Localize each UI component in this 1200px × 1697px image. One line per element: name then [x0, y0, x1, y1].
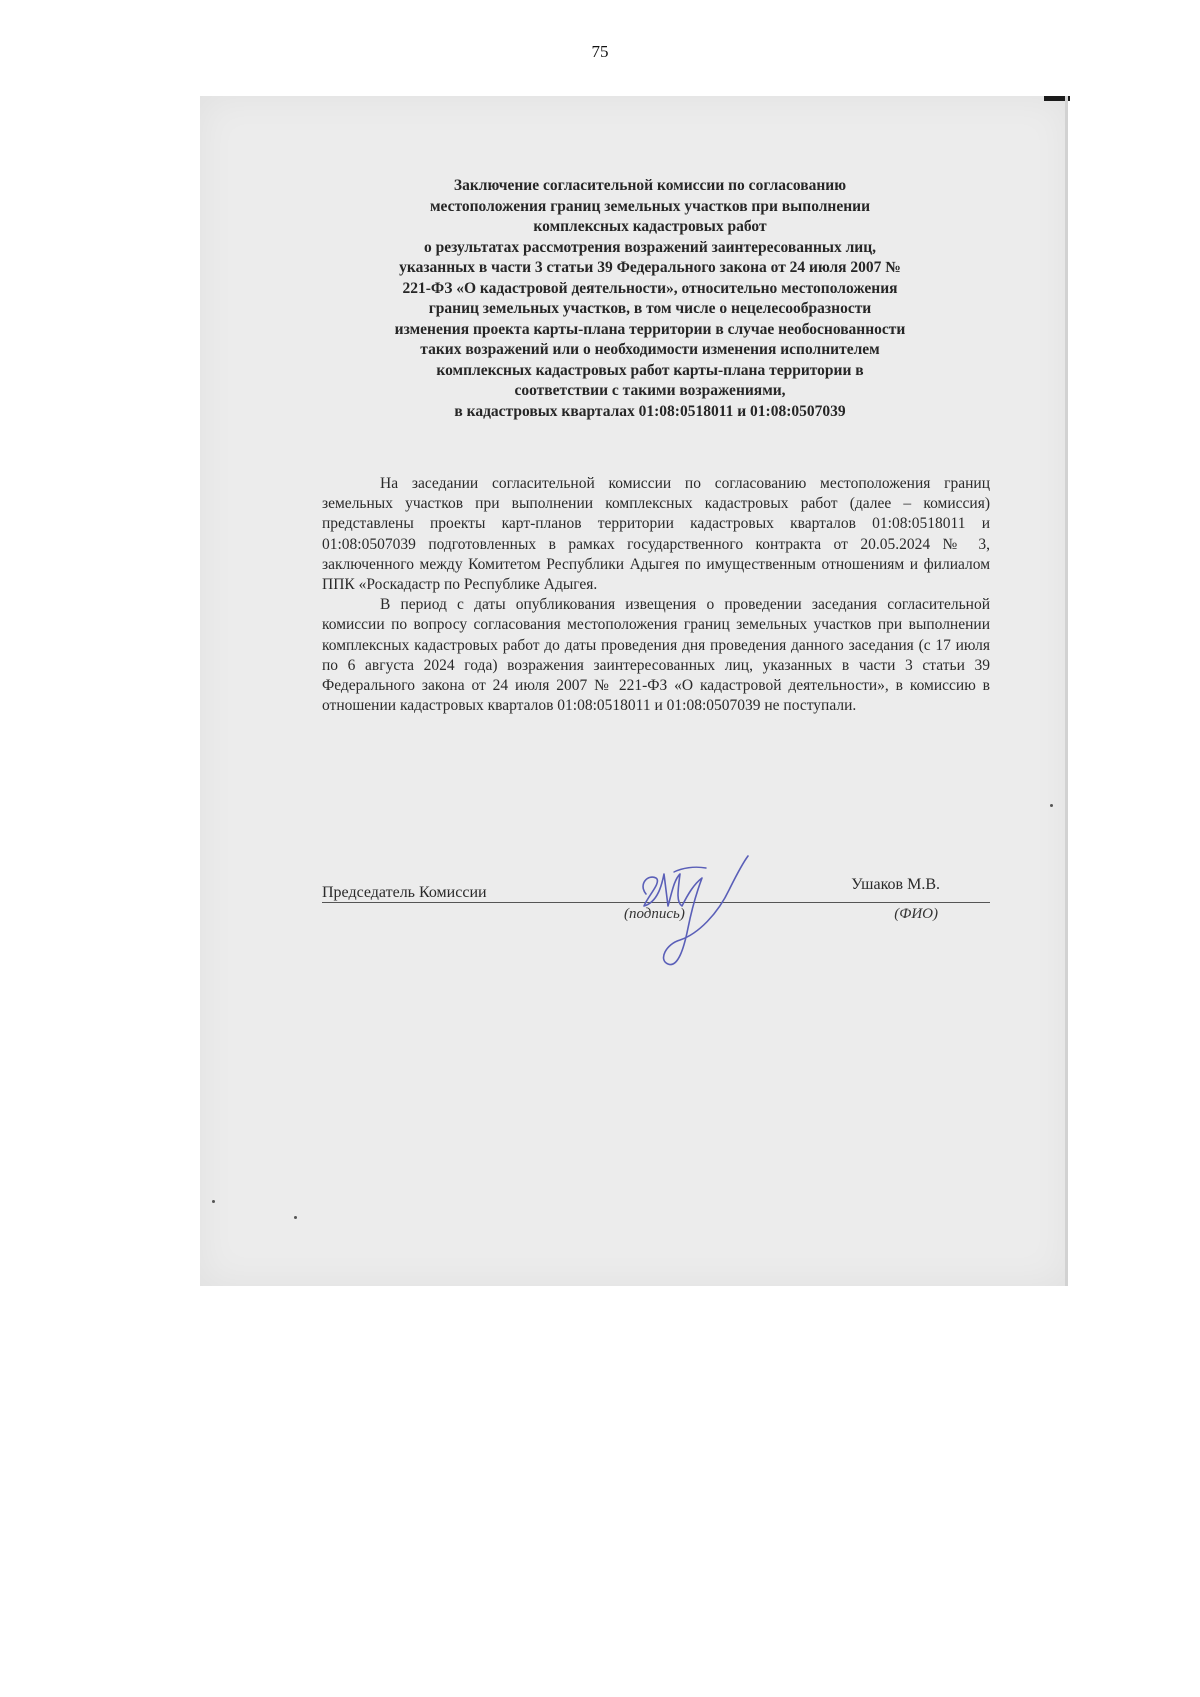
- name-caption: (ФИО): [894, 906, 938, 922]
- title-line: о результатах рассмотрения возражений заинтересованных лиц,: [423, 238, 877, 256]
- title-line: изменения проекта карты-плана территории в случае необоснованности: [394, 320, 906, 338]
- signer-name: Ушаков М.В.: [851, 876, 940, 893]
- title-line: указанных в части 3 статьи 39 Федерального закона от 24 июля 2007 №: [399, 259, 901, 276]
- document-body: [322, 474, 990, 716]
- title-line: местоположения границ земельных участков при выполнении: [429, 197, 871, 215]
- title-line: соответствии с такими возражениями,: [514, 382, 786, 399]
- paragraph: На заседании согласительной комиссии по согласованию местоположения границ земельных участков при выполнении комплексных кадастровых работ (далее – комиссия) представлены проекты карт-планов территории кадастровых кварталов 01:08:0518011 и 01:08:0507039 подготовленных в рамках государственного контракта от 20.05.2024 № 3, заключенного между Комитетом Республики Адыгея по имущественным отношениям и филиалом ППК «Роскадастр по Республике Адыгея.: [322, 475, 990, 594]
- scan-speck: [294, 1216, 297, 1219]
- signature-caption: (подпись): [624, 906, 685, 922]
- title-line: Заключение согласительной комиссии по согласованию: [453, 177, 847, 194]
- signer-role: Председатель Комиссии: [322, 884, 487, 901]
- title-line: 221-ФЗ «О кадастровой деятельности», относительно местоположения: [402, 279, 898, 297]
- paragraph: В период с даты опубликования извещения о проведении заседания согласительной комиссии по вопросу согласования местоположения границ земельных участков при выполнении комплексных кадастровых работ до даты проведения дня проведения данного заседания (с 17 июля по 6 августа 2024 года) возражения заинтересованных лиц, указанных в части 3 статьи 39 Федерального закона от 24 июля 2007 № 221-ФЗ «О кадастровой деятельности», в комиссию в отношении кадастровых кварталов 01:08:0518011 и 01:08:0507039 не поступали.: [322, 596, 990, 715]
- title-line: границ земельных участков, в том числе о нецелесообразности: [428, 300, 872, 317]
- title-line: комплексных кадастровых работ: [533, 218, 767, 235]
- handwritten-signature: [618, 844, 768, 974]
- scan-edge-shadow: [1065, 96, 1068, 1286]
- scan-speck: [1050, 804, 1053, 807]
- scanned-document: [200, 96, 1068, 1286]
- page-number: 75: [591, 42, 609, 61]
- title-line: в кадастровых кварталах 01:08:0518011 и 01:08:0507039: [454, 402, 846, 420]
- title-line: таких возражений или о необходимости изменения исполнителем: [420, 341, 880, 358]
- title-line: комплексных кадастровых работ карты-плана территории в: [436, 361, 864, 379]
- document-title: [310, 176, 990, 422]
- scan-speck: [212, 1200, 215, 1203]
